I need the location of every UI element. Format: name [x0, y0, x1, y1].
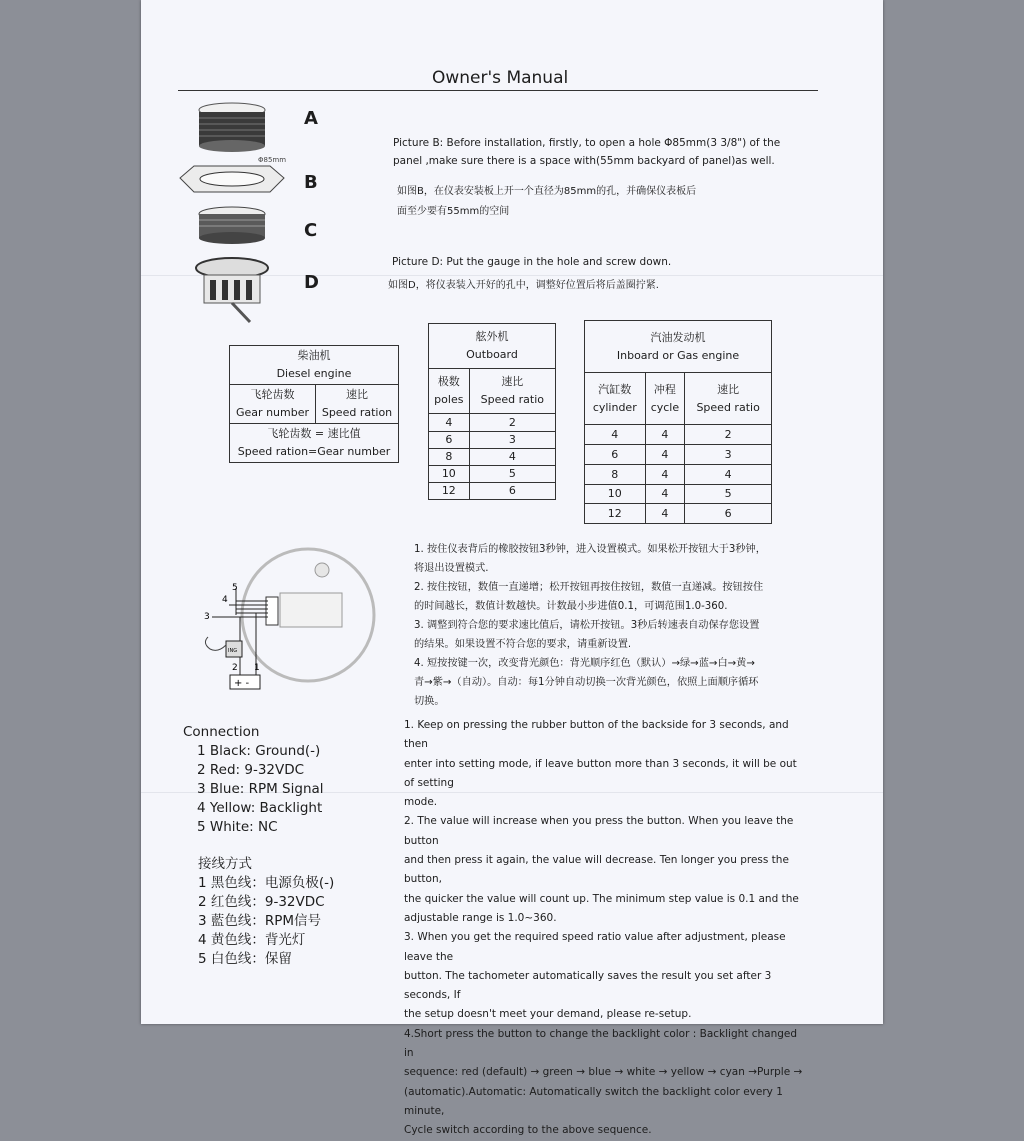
outboard-col1: 极数 poles: [429, 369, 470, 414]
wire-1-label: 1: [254, 663, 260, 673]
table-row: 12 6: [429, 482, 556, 499]
hole-label: Φ85mm: [258, 156, 287, 164]
figure-label-a: A: [304, 108, 318, 129]
title-rule: [178, 90, 818, 91]
picture-b-cn-line1: 如图B，在仪表安装板上开一个直径为85mm的孔，并确保仪表板后: [397, 186, 697, 197]
diesel-col2: 速比 Speed ration: [316, 385, 399, 424]
table-row: 10 5: [429, 465, 556, 482]
steps-cn: 1. 按住仪表背后的橡胶按钮3秒钟，进入设置模式。如果松开按钮大于3秒钟， 将退出设置模式. 2. 按住按钮，数值一直递增；松开按钮再按住按钮，数值一直递减。按钮按住 的时间越长，数值计数越快。计数最小步进值0.1，可调范围1.0-360. 3. 调整到符合您的要求速比值后，请松开按钮。3秒后转速表自动保存您设置 的结果。如果设置不符合您的要求，请重新设置. 4. 短按按键一次，改变背光颜色：背光顺序红色（默认）→绿→蓝→白→黄→ 青→紫→（自动）。自动：每1分钟自动切换一次背光颜色，依照上面顺序循环 切换。: [414, 544, 766, 707]
wire-5-label: 5: [232, 583, 238, 593]
outboard-col2: 速比 Speed ratio: [469, 369, 555, 414]
wire-2-label: 2: [232, 663, 238, 673]
picture-b-en-line1: Picture B: Before installation, firstly, to open a hole Φ85mm(3 3/8") of the: [393, 137, 781, 149]
table-row: 4 4 2: [585, 425, 772, 445]
connection-heading-cn: 接线方式: [198, 856, 252, 872]
diesel-table: [229, 345, 399, 463]
wire-3-label: 3: [204, 612, 210, 622]
diesel-formula: 飞轮齿数 = 速比值 Speed ration=Gear number: [230, 424, 399, 463]
picture-b-cn-line2: 面至少要有55mm的空间: [397, 206, 510, 217]
connection-list: Connection 1 Black: Ground(-) 2 Red: 9-32VDC 3 Blue: RPM Signal 4 Yellow: Backlight 5 White: NC: [183, 724, 324, 835]
outboard-title: 舷外机 Outboard: [429, 324, 556, 369]
gas-title: 汽油发动机 Inboard or Gas engine: [585, 321, 772, 373]
gas-col3: 速比 Speed ratio: [685, 373, 772, 425]
table-row: 8 4 4: [585, 464, 772, 484]
picture-d-cn: 如图D，将仪表装入开好的孔中，调整好位置后将后盖圈拧紧.: [388, 280, 659, 291]
figure-label-d: D: [304, 272, 319, 293]
diesel-col1: 飞轮齿数 Gear number: [230, 385, 316, 424]
figure-label-b: B: [304, 172, 318, 193]
table-row: 6 4 3: [585, 445, 772, 465]
picture-d-en: Picture D: Put the gauge in the hole and screw down.: [392, 256, 672, 268]
battery-label: + -: [234, 678, 250, 689]
gas-engine-table: [584, 320, 772, 524]
figure-label-c: C: [304, 220, 318, 241]
steps-en: 1. Keep on pressing the rubber button of the backside for 3 seconds, and then enter into setting mode, if leave button more than 3 seconds, it will be out of setting mode. 2. The value will increase when you press the button. When you leave the button and then press it again, the value will decrease. Ten longer you press the button, the quicker the value will count up. The minimum step value is 0.1 and the adjustable range is 1.0~360. 3. When you get the required speed ratio value after adjustment, please leave the button. The tachometer automatically saves the result you set after 3 seconds, If the setup doesn't meet your demand, please re-setup. 4.Short press the button to change the backlight color : Backlight changed in sequence: red (default) → green → blue → white → yellow → cyan →Purple → (automatic).Automatic: Automatically switch the backlight color every 1 minute, Cycle switch according to the above sequence.: [404, 719, 803, 1137]
ignition-label: ING: [228, 648, 238, 654]
table-row: 6 3: [429, 431, 556, 448]
gas-col2: 冲程 cycle: [645, 373, 685, 425]
picture-b-en-line2: panel ,make sure there is a space with(55mm backyard of panel)as well.: [393, 155, 775, 167]
diesel-title: 柴油机 Diesel engine: [230, 346, 399, 385]
outboard-table: [428, 323, 556, 500]
table-row: 12 4 6: [585, 504, 772, 524]
connection-list-cn: 接线方式 1 黑色线：电源负极(-) 2 红色线：9-32VDC 3 藍色线：RPM信号 4 黄色线：背光灯 5 白色线：保留: [198, 856, 335, 967]
wiring-diagram: [196, 545, 376, 705]
installation-diagram: [172, 100, 292, 330]
table-row: 8 4: [429, 448, 556, 465]
gas-col1: 汽缸数 cylinder: [585, 373, 646, 425]
wire-4-label: 4: [222, 595, 228, 605]
connection-heading: Connection: [183, 724, 260, 740]
table-row: 4 2: [429, 414, 556, 431]
page-title: Owner's Manual: [432, 68, 569, 88]
table-row: 10 4 5: [585, 484, 772, 504]
